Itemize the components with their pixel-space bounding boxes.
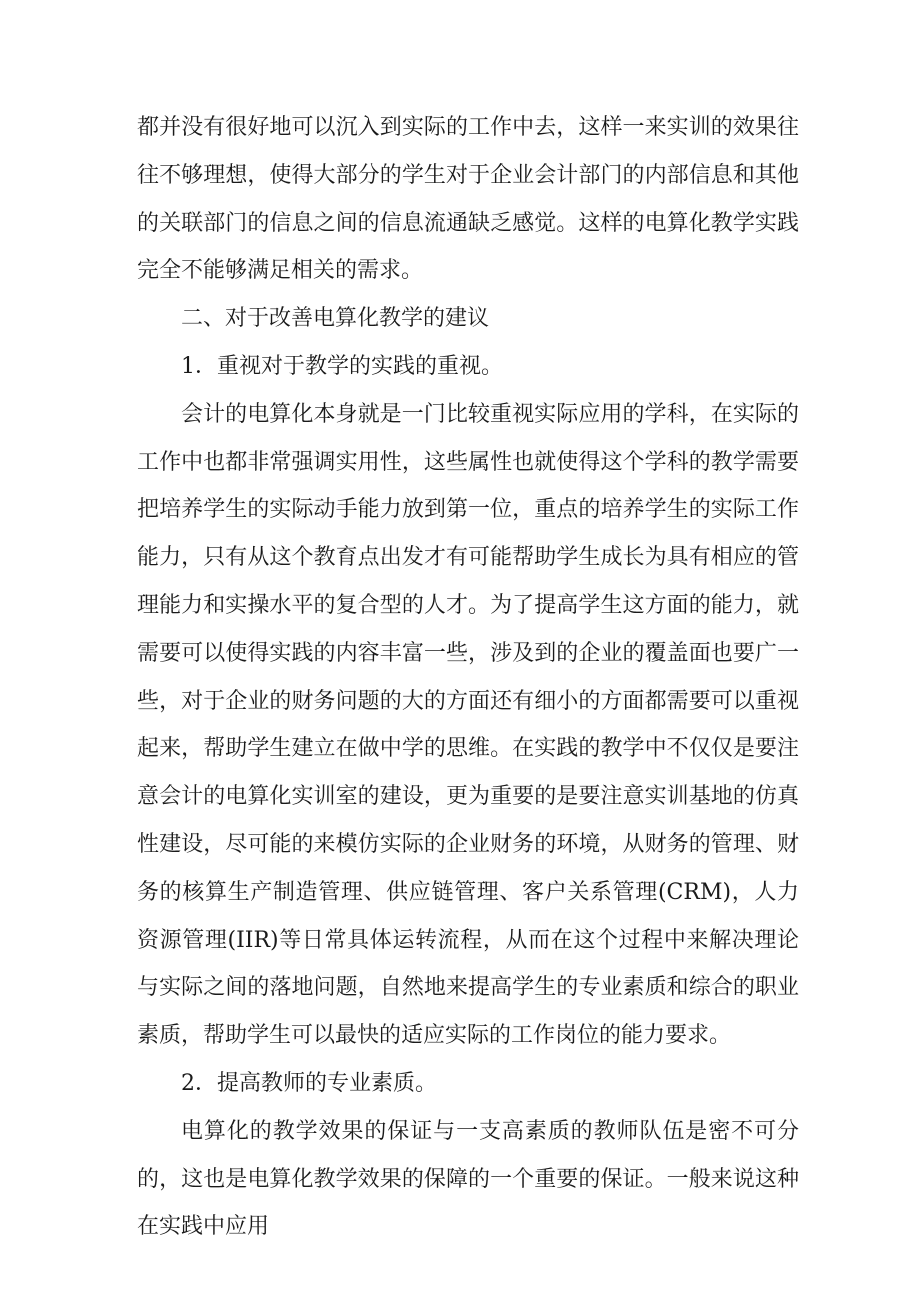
- body-paragraph-2: 电算化的教学效果的保证与一支高素质的教师队伍是密不可分的，这也是电算化教学效果的保障的一个重要的保证。一般来说这种在实践中应用: [137, 1118, 799, 1240]
- section-heading: 二、对于改善电算化教学的建议: [181, 306, 490, 332]
- body-paragraph-1: 会计的电算化本身就是一门比较重视实际应用的学科，在实际的工作中也都非常强调实用性，这些属性也就使得这个学科的教学需要把培养学生的实际动手能力放到第一位，重点的培养学生的实际工作能力，只有从这个教育点出发才有可能帮助学生成长为具有相应的管理能力和实操水平的复合型的人才。为了提高学生这方面的能力，就需要可以使得实践的内容丰富一些，涉及到的企业的覆盖面也要广一些，对于企业的财务问题的大的方面还有细小的方面都需要可以重视起来，帮助学生建立在做中学的思维。在实践的教学中不仅仅是要注意会计的电算化实训室的建设，更为重要的是要注意实训基地的仿真性建设，尽可能的来模仿实际的企业财务的环境，从财务的管理、财务的核算生产制造管理、供应链管理、客户关系管理(CRM)，人力资源管理(IIR)等日常具体运转流程，从而在这个过程中来解决理论与实际之间的落地问题，自然地来提高学生的专业素质和综合的职业素质，帮助学生可以最快的适应实际的工作岗位的能力要求。: [137, 401, 799, 1049]
- subsection-heading-1: 1．重视对于教学的实践的重视。: [181, 353, 503, 379]
- continued-paragraph: 都并没有很好地可以沉入到实际的工作中去，这样一来实训的效果往往不够理想，使得大部分的学生对于企业会计部门的内部信息和其他的关联部门的信息之间的信息流通缺乏感觉。这样的电算化教学实践完全不能够满足相关的需求。: [137, 115, 799, 284]
- subsection-heading-2: 2．提高教师的专业素质。: [181, 1070, 437, 1096]
- document-body: [137, 104, 799, 1251]
